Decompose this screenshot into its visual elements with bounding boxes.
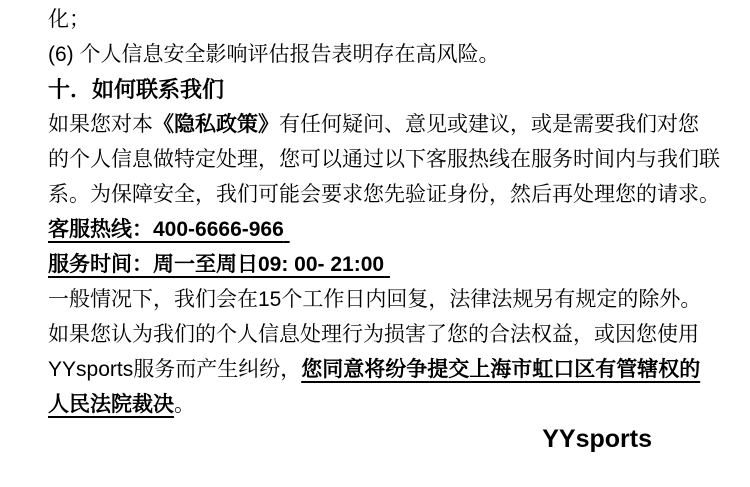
section-heading-text: 十．如何联系我们 xyxy=(48,77,225,102)
signature-yysports: YYsports xyxy=(542,425,652,453)
signature-line xyxy=(48,422,700,457)
text-segment: (6) 个人信息安全影响评估报告表明存在高风险。 xyxy=(48,43,500,66)
policy-name-emphasis: 《隐私政策》 xyxy=(153,113,279,136)
hotline-value: 客服热线：400-6666-966 xyxy=(48,218,284,241)
jurisdiction-clause-part-1: 您同意将纷争提交上海市虹口区有管辖权的 xyxy=(301,358,701,381)
text-segment: 。 xyxy=(174,393,195,416)
contact-paragraph-line-2 xyxy=(48,142,720,177)
text-segment: 系。为保障安全，我们可能会要求您先验证身份，然后再处理您的请求。 xyxy=(48,183,720,206)
text-segment: 一般情况下，我们会在15个工作日内回复，法律法规另有规定的除外。 xyxy=(48,288,702,311)
dispute-paragraph-line-3 xyxy=(48,387,700,422)
hotline-line xyxy=(48,212,700,247)
jurisdiction-clause-part-2: 人民法院裁决 xyxy=(48,393,174,416)
text-segment: YYsports服务而产生纠纷， xyxy=(48,358,302,381)
overflow-text-line xyxy=(48,2,700,37)
list-item-6 xyxy=(48,37,700,72)
service-hours-line xyxy=(48,247,700,282)
contact-paragraph-line-1 xyxy=(48,107,700,142)
dispute-paragraph-line-1 xyxy=(48,317,700,352)
text-segment: 化； xyxy=(48,8,90,31)
service-hours-value: 服务时间：周一至周日09: 00- 21:00 xyxy=(48,253,385,276)
text-segment: 的个人信息做特定处理，您可以通过以下客服热线在服务时间内与我们联 xyxy=(48,148,720,171)
text-segment: 如果您对本 xyxy=(48,113,153,136)
text-segment: 有任何疑问、意见或建议，或是需要我们对您 xyxy=(279,113,699,136)
dispute-paragraph-line-2 xyxy=(48,352,700,387)
reply-time-line xyxy=(48,282,700,317)
contact-paragraph-line-3 xyxy=(48,177,720,212)
text-segment: 如果您认为我们的个人信息处理行为损害了您的合法权益，或因您使用 xyxy=(48,323,699,346)
section-heading-how-to-contact-us xyxy=(48,72,700,107)
